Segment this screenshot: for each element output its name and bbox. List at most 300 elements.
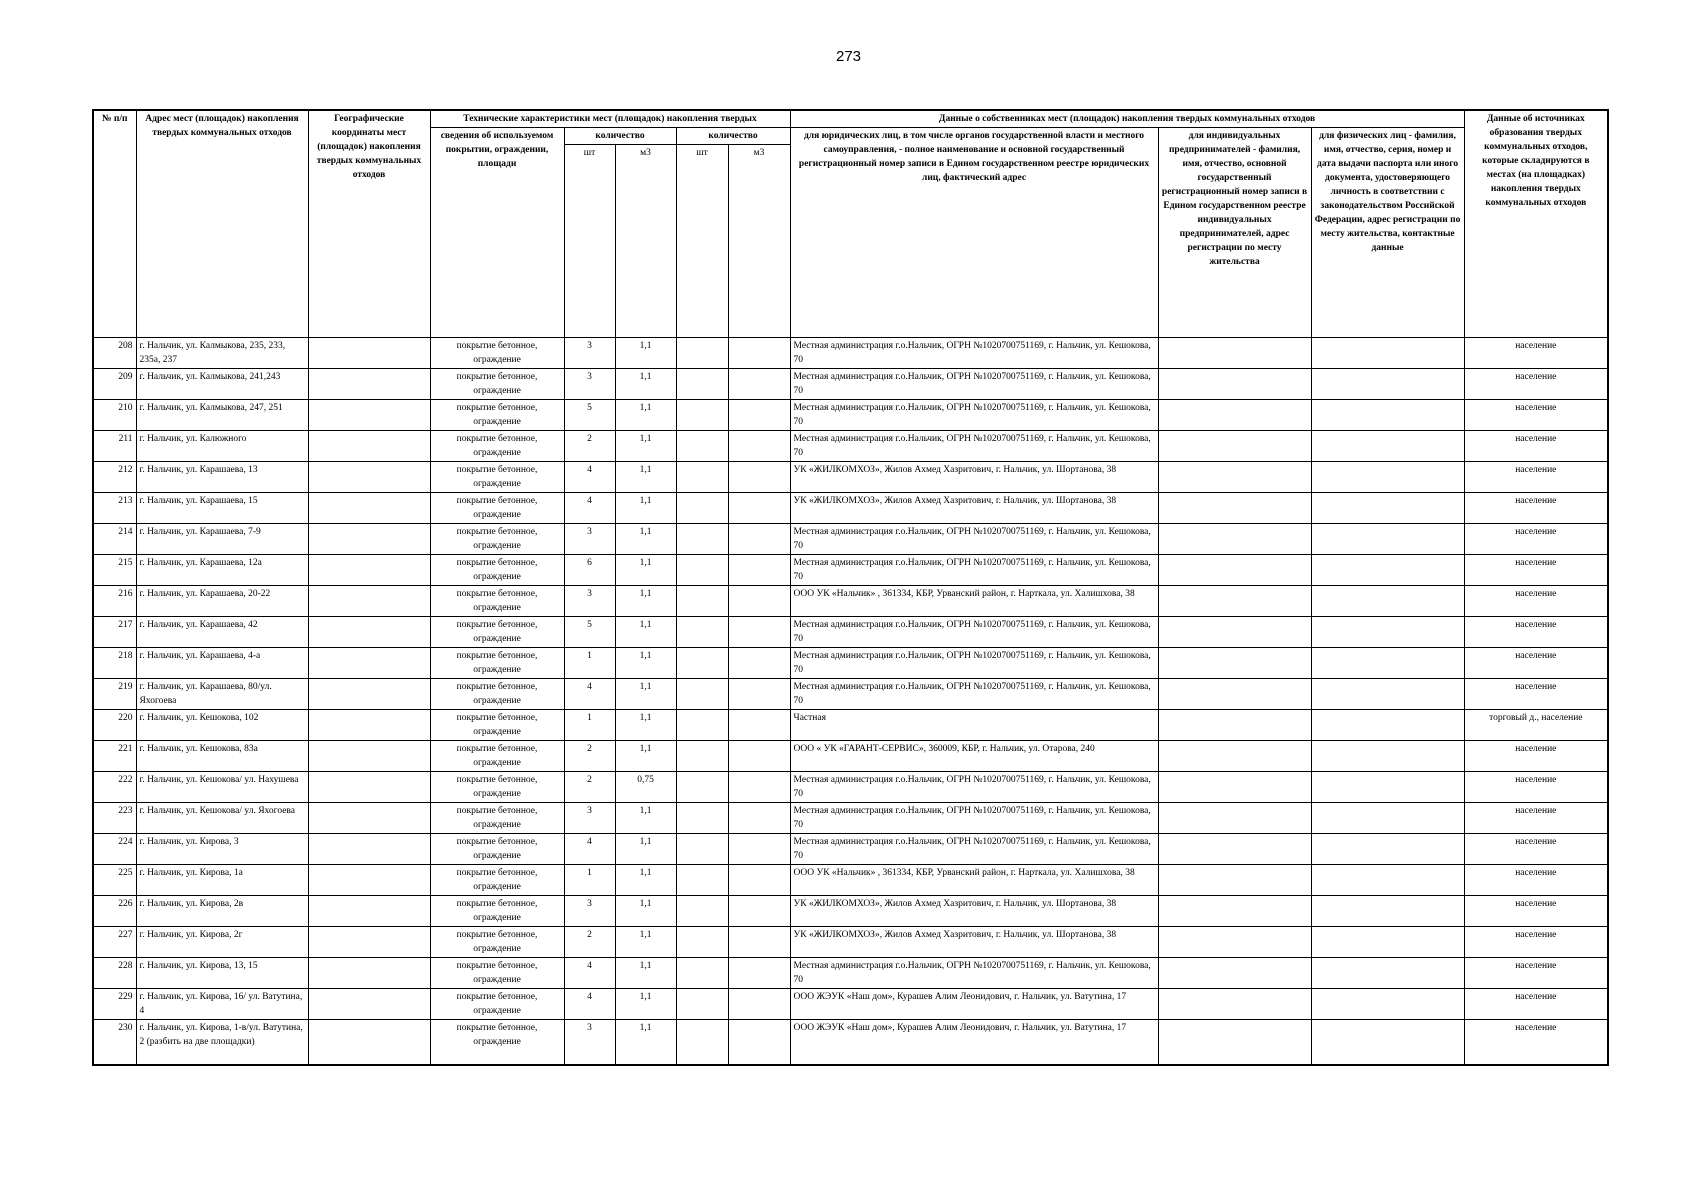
row-planned-sht xyxy=(676,400,728,431)
row-owner-physical xyxy=(1311,524,1464,555)
row-planned-m3 xyxy=(728,927,790,958)
row-cover: покрытие бетонное, ограждение xyxy=(430,772,564,803)
row-planned-sht xyxy=(676,896,728,927)
row-owner-ip xyxy=(1158,524,1311,555)
row-number: 226 xyxy=(93,896,136,927)
row-count-sht: 2 xyxy=(564,431,615,462)
row-count-sht: 1 xyxy=(564,710,615,741)
row-address: г. Нальчик, ул. Карашаева, 12а xyxy=(136,555,308,586)
row-cover: покрытие бетонное, ограждение xyxy=(430,989,564,1020)
row-owner-physical xyxy=(1311,710,1464,741)
row-address: г. Нальчик, ул. Кирова, 2в xyxy=(136,896,308,927)
row-source: население xyxy=(1464,524,1608,555)
table-row xyxy=(93,524,1608,555)
row-cover: покрытие бетонное, ограждение xyxy=(430,803,564,834)
row-address: г. Нальчик, ул. Кирова, 1-в/ул. Ватутина, 2 (разбить на две площадки) xyxy=(136,1020,308,1066)
row-cover: покрытие бетонное, ограждение xyxy=(430,493,564,524)
row-number: 222 xyxy=(93,772,136,803)
row-address: г. Нальчик, ул. Кешокова, 102 xyxy=(136,710,308,741)
row-count-m3: 1,1 xyxy=(615,524,676,555)
row-owner-legal: Местная администрация г.о.Нальчик, ОГРН №1020700751169, г. Нальчик, ул. Кешокова, 70 xyxy=(790,803,1158,834)
row-count-sht: 4 xyxy=(564,989,615,1020)
row-cover: покрытие бетонное, ограждение xyxy=(430,896,564,927)
row-owner-ip xyxy=(1158,679,1311,710)
table-row xyxy=(93,679,1608,710)
row-coords xyxy=(308,927,430,958)
row-coords xyxy=(308,865,430,896)
row-source: население xyxy=(1464,555,1608,586)
row-owner-ip xyxy=(1158,338,1311,369)
row-count-m3: 1,1 xyxy=(615,958,676,989)
table-row xyxy=(93,462,1608,493)
row-owner-physical xyxy=(1311,803,1464,834)
row-owner-ip xyxy=(1158,369,1311,400)
row-coords xyxy=(308,803,430,834)
row-planned-m3 xyxy=(728,617,790,648)
table-row xyxy=(93,865,1608,896)
row-cover: покрытие бетонное, ограждение xyxy=(430,369,564,400)
row-count-m3: 1,1 xyxy=(615,648,676,679)
table-row xyxy=(93,989,1608,1020)
row-owner-physical xyxy=(1311,679,1464,710)
row-owner-physical xyxy=(1311,989,1464,1020)
header-m3-placed: м3 xyxy=(615,145,676,338)
row-owner-legal: ООО « УК «ГАРАНТ-СЕРВИС», 360009, КБР, г. Нальчик, ул. Отарова, 240 xyxy=(790,741,1158,772)
row-count-m3: 1,1 xyxy=(615,927,676,958)
row-number: 213 xyxy=(93,493,136,524)
row-owner-ip xyxy=(1158,1020,1311,1066)
row-owner-legal: ООО ЖЭУК «Наш дом», Курашев Алим Леонидович, г. Нальчик, ул. Ватутина, 17 xyxy=(790,1020,1158,1066)
row-number: 212 xyxy=(93,462,136,493)
row-number: 211 xyxy=(93,431,136,462)
row-cover: покрытие бетонное, ограждение xyxy=(430,431,564,462)
row-source: население xyxy=(1464,338,1608,369)
header-sht-placed: шт xyxy=(564,145,615,338)
row-count-sht: 2 xyxy=(564,927,615,958)
row-number: 219 xyxy=(93,679,136,710)
row-count-m3: 1,1 xyxy=(615,586,676,617)
row-owner-physical xyxy=(1311,834,1464,865)
row-count-sht: 1 xyxy=(564,865,615,896)
row-address: г. Нальчик, ул. Калмыкова, 241,243 xyxy=(136,369,308,400)
row-coords xyxy=(308,369,430,400)
row-source: население xyxy=(1464,927,1608,958)
header-cover: сведения об используемом покрытии, ограждении, площади xyxy=(430,128,564,338)
row-source: население xyxy=(1464,958,1608,989)
row-source: население xyxy=(1464,431,1608,462)
row-number: 218 xyxy=(93,648,136,679)
row-count-sht: 2 xyxy=(564,741,615,772)
row-address: г. Нальчик, ул. Карашаева, 7-9 xyxy=(136,524,308,555)
row-source: население xyxy=(1464,1020,1608,1066)
row-planned-sht xyxy=(676,741,728,772)
row-address: г. Нальчик, ул. Карашаева, 80/ул. Яхогоева xyxy=(136,679,308,710)
row-owner-physical xyxy=(1311,896,1464,927)
row-planned-m3 xyxy=(728,493,790,524)
row-planned-m3 xyxy=(728,679,790,710)
row-coords xyxy=(308,710,430,741)
row-count-sht: 3 xyxy=(564,338,615,369)
row-owner-legal: Местная администрация г.о.Нальчик, ОГРН №1020700751169, г. Нальчик, ул. Кешокова, 70 xyxy=(790,555,1158,586)
row-owner-physical xyxy=(1311,555,1464,586)
table-row xyxy=(93,338,1608,369)
row-number: 209 xyxy=(93,369,136,400)
header-owners-group: Данные о собственниках мест (площадок) накопления твердых коммунальных отходов xyxy=(790,110,1464,128)
header-address: Адрес мест (площадок) накопления твердых коммунальных отходов xyxy=(136,110,308,338)
row-owner-physical xyxy=(1311,741,1464,772)
row-cover: покрытие бетонное, ограждение xyxy=(430,927,564,958)
row-planned-m3 xyxy=(728,741,790,772)
row-owner-physical xyxy=(1311,431,1464,462)
row-address: г. Нальчик, ул. Кешокова/ ул. Нахушева xyxy=(136,772,308,803)
row-source: население xyxy=(1464,493,1608,524)
row-source: население xyxy=(1464,989,1608,1020)
header-coords: Географические координаты мест (площадок) накопления твердых коммунальных отходов xyxy=(308,110,430,338)
row-coords xyxy=(308,400,430,431)
row-planned-sht xyxy=(676,555,728,586)
header-sht-planned: шт xyxy=(676,145,728,338)
row-planned-sht xyxy=(676,834,728,865)
row-count-sht: 3 xyxy=(564,369,615,400)
row-owner-legal: Местная администрация г.о.Нальчик, ОГРН №1020700751169, г. Нальчик, ул. Кешокова, 70 xyxy=(790,400,1158,431)
row-owner-legal: ООО УК «Нальчик» , 361334, КБР, Урванский район, г. Нарткала, ул. Халишхова, 38 xyxy=(790,586,1158,617)
row-planned-m3 xyxy=(728,524,790,555)
row-number: 225 xyxy=(93,865,136,896)
row-owner-legal: ООО УК «Нальчик» , 361334, КБР, Урванский район, г. Нарткала, ул. Халишхова, 38 xyxy=(790,865,1158,896)
row-owner-legal: УК «ЖИЛКОМХОЗ», Жилов Ахмед Хазритович, г. Нальчик, ул. Шортанова, 38 xyxy=(790,462,1158,493)
row-owner-ip xyxy=(1158,555,1311,586)
row-planned-sht xyxy=(676,431,728,462)
row-count-sht: 3 xyxy=(564,1020,615,1066)
row-count-sht: 4 xyxy=(564,679,615,710)
header-sources: Данные об источниках образования твердых коммунальных отходов, которые складируются в местах (на площадках) накопления твердых коммунальных отходов xyxy=(1464,110,1608,338)
row-number: 230 xyxy=(93,1020,136,1066)
row-planned-m3 xyxy=(728,462,790,493)
row-count-m3: 1,1 xyxy=(615,369,676,400)
row-cover: покрытие бетонное, ограждение xyxy=(430,648,564,679)
row-number: 221 xyxy=(93,741,136,772)
row-count-m3: 1,1 xyxy=(615,1020,676,1066)
row-planned-m3 xyxy=(728,431,790,462)
row-planned-m3 xyxy=(728,772,790,803)
row-source: население xyxy=(1464,772,1608,803)
row-count-m3: 1,1 xyxy=(615,834,676,865)
row-cover: покрытие бетонное, ограждение xyxy=(430,462,564,493)
row-owner-ip xyxy=(1158,586,1311,617)
row-planned-m3 xyxy=(728,1020,790,1066)
row-owner-physical xyxy=(1311,648,1464,679)
row-planned-sht xyxy=(676,462,728,493)
row-planned-m3 xyxy=(728,648,790,679)
row-source: население xyxy=(1464,741,1608,772)
table-row xyxy=(93,927,1608,958)
row-count-sht: 5 xyxy=(564,400,615,431)
row-cover: покрытие бетонное, ограждение xyxy=(430,400,564,431)
row-owner-physical xyxy=(1311,338,1464,369)
row-address: г. Нальчик, ул. Кешокова, 83а xyxy=(136,741,308,772)
row-number: 224 xyxy=(93,834,136,865)
row-owner-ip xyxy=(1158,493,1311,524)
table-row xyxy=(93,648,1608,679)
row-owner-physical xyxy=(1311,462,1464,493)
row-owner-physical xyxy=(1311,369,1464,400)
row-coords xyxy=(308,834,430,865)
row-planned-sht xyxy=(676,493,728,524)
row-owner-physical xyxy=(1311,493,1464,524)
row-owner-legal: Частная xyxy=(790,710,1158,741)
row-cover: покрытие бетонное, ограждение xyxy=(430,834,564,865)
row-count-sht: 2 xyxy=(564,772,615,803)
row-planned-m3 xyxy=(728,834,790,865)
row-owner-legal: Местная администрация г.о.Нальчик, ОГРН №1020700751169, г. Нальчик, ул. Кешокова, 70 xyxy=(790,431,1158,462)
row-planned-sht xyxy=(676,958,728,989)
row-number: 228 xyxy=(93,958,136,989)
row-number: 215 xyxy=(93,555,136,586)
row-count-sht: 5 xyxy=(564,617,615,648)
row-coords xyxy=(308,679,430,710)
row-planned-sht xyxy=(676,989,728,1020)
row-count-sht: 4 xyxy=(564,834,615,865)
row-planned-m3 xyxy=(728,586,790,617)
row-count-m3: 1,1 xyxy=(615,617,676,648)
row-owner-ip xyxy=(1158,772,1311,803)
row-cover: покрытие бетонное, ограждение xyxy=(430,586,564,617)
row-owner-legal: УК «ЖИЛКОМХОЗ», Жилов Ахмед Хазритович, г. Нальчик, ул. Шортанова, 38 xyxy=(790,896,1158,927)
row-coords xyxy=(308,555,430,586)
table-row xyxy=(93,834,1608,865)
row-owner-legal: Местная администрация г.о.Нальчик, ОГРН №1020700751169, г. Нальчик, ул. Кешокова, 70 xyxy=(790,369,1158,400)
row-source: население xyxy=(1464,803,1608,834)
row-owner-physical xyxy=(1311,958,1464,989)
row-count-m3: 1,1 xyxy=(615,896,676,927)
row-owner-ip xyxy=(1158,400,1311,431)
row-planned-m3 xyxy=(728,369,790,400)
row-address: г. Нальчик, ул. Калмыкова, 247, 251 xyxy=(136,400,308,431)
row-cover: покрытие бетонное, ограждение xyxy=(430,679,564,710)
row-planned-sht xyxy=(676,586,728,617)
row-source: население xyxy=(1464,369,1608,400)
row-address: г. Нальчик, ул. Кирова, 13, 15 xyxy=(136,958,308,989)
row-owner-physical xyxy=(1311,617,1464,648)
row-coords xyxy=(308,617,430,648)
row-owner-ip xyxy=(1158,927,1311,958)
row-count-m3: 1,1 xyxy=(615,338,676,369)
row-coords xyxy=(308,989,430,1020)
row-owner-legal: Местная администрация г.о.Нальчик, ОГРН №1020700751169, г. Нальчик, ул. Кешокова, 70 xyxy=(790,338,1158,369)
row-cover: покрытие бетонное, ограждение xyxy=(430,338,564,369)
row-owner-ip xyxy=(1158,803,1311,834)
table-row xyxy=(93,586,1608,617)
row-address: г. Нальчик, ул. Карашаева, 42 xyxy=(136,617,308,648)
row-coords xyxy=(308,741,430,772)
row-count-m3: 1,1 xyxy=(615,493,676,524)
row-owner-ip xyxy=(1158,431,1311,462)
row-cover: покрытие бетонное, ограждение xyxy=(430,865,564,896)
row-source: торговый д., население xyxy=(1464,710,1608,741)
table-row xyxy=(93,803,1608,834)
header-count-placed: количество xyxy=(564,128,676,145)
row-address: г. Нальчик, ул. Кирова, 1а xyxy=(136,865,308,896)
row-planned-sht xyxy=(676,927,728,958)
row-planned-sht xyxy=(676,617,728,648)
row-cover: покрытие бетонное, ограждение xyxy=(430,524,564,555)
row-planned-sht xyxy=(676,803,728,834)
row-owner-ip xyxy=(1158,648,1311,679)
row-owner-legal: Местная администрация г.о.Нальчик, ОГРН №1020700751169, г. Нальчик, ул. Кешокова, 70 xyxy=(790,772,1158,803)
row-count-m3: 1,1 xyxy=(615,865,676,896)
row-owner-legal: Местная администрация г.о.Нальчик, ОГРН №1020700751169, г. Нальчик, ул. Кешокова, 70 xyxy=(790,679,1158,710)
row-source: население xyxy=(1464,679,1608,710)
row-address: г. Нальчик, ул. Кирова, 3 xyxy=(136,834,308,865)
row-count-m3: 1,1 xyxy=(615,803,676,834)
header-m3-planned: м3 xyxy=(728,145,790,338)
row-address: г. Нальчик, ул. Кирова, 2г xyxy=(136,927,308,958)
row-count-m3: 1,1 xyxy=(615,462,676,493)
row-address: г. Нальчик, ул. Карашаева, 4-а xyxy=(136,648,308,679)
row-cover: покрытие бетонное, ограждение xyxy=(430,555,564,586)
row-count-m3: 1,1 xyxy=(615,989,676,1020)
page-number: 273 xyxy=(835,48,862,65)
row-count-m3: 1,1 xyxy=(615,555,676,586)
row-planned-m3 xyxy=(728,710,790,741)
row-planned-m3 xyxy=(728,555,790,586)
row-number: 227 xyxy=(93,927,136,958)
row-owner-ip xyxy=(1158,896,1311,927)
row-coords xyxy=(308,772,430,803)
row-cover: покрытие бетонное, ограждение xyxy=(430,958,564,989)
row-owner-ip xyxy=(1158,958,1311,989)
row-number: 214 xyxy=(93,524,136,555)
row-count-m3: 1,1 xyxy=(615,679,676,710)
table-row xyxy=(93,555,1608,586)
table-row xyxy=(93,958,1608,989)
row-count-sht: 3 xyxy=(564,803,615,834)
row-address: г. Нальчик, ул. Калмыкова, 235, 233, 235а, 237 xyxy=(136,338,308,369)
row-owner-legal: Местная администрация г.о.Нальчик, ОГРН №1020700751169, г. Нальчик, ул. Кешокова, 70 xyxy=(790,648,1158,679)
header-tech-group: Технические характеристики мест (площадок) накопления твердых xyxy=(430,110,790,128)
row-planned-m3 xyxy=(728,896,790,927)
header-num: № п/п xyxy=(93,110,136,338)
row-coords xyxy=(308,586,430,617)
row-coords xyxy=(308,431,430,462)
row-planned-m3 xyxy=(728,865,790,896)
row-source: население xyxy=(1464,648,1608,679)
table-row xyxy=(93,741,1608,772)
row-planned-m3 xyxy=(728,400,790,431)
row-address: г. Нальчик, ул. Карашаева, 20-22 xyxy=(136,586,308,617)
table-row xyxy=(93,896,1608,927)
row-address: г. Нальчик, ул. Кирова, 16/ ул. Ватутина, 4 xyxy=(136,989,308,1020)
row-planned-m3 xyxy=(728,958,790,989)
row-source: население xyxy=(1464,617,1608,648)
row-owner-physical xyxy=(1311,865,1464,896)
row-cover: покрытие бетонное, ограждение xyxy=(430,617,564,648)
row-owner-legal: Местная администрация г.о.Нальчик, ОГРН №1020700751169, г. Нальчик, ул. Кешокова, 70 xyxy=(790,834,1158,865)
row-count-m3: 1,1 xyxy=(615,431,676,462)
header-physical: для физических лиц - фамилия, имя, отчество, серия, номер и дата выдачи паспорта или иного документа, удостоверяющего личность в соответствии с законодательством Российской Федерации, адрес регистрации по месту жительства, контактные данные xyxy=(1311,128,1464,338)
row-owner-physical xyxy=(1311,400,1464,431)
header-ip: для индивидуальных предпринимателей - фамилия, имя, отчество, основной государственный регистрационный номер записи в Едином государственном реестре индивидуальных предпринимателей, адрес регистрации по месту жительства xyxy=(1158,128,1311,338)
row-coords xyxy=(308,338,430,369)
row-count-sht: 3 xyxy=(564,524,615,555)
row-owner-physical xyxy=(1311,772,1464,803)
row-coords xyxy=(308,896,430,927)
row-number: 217 xyxy=(93,617,136,648)
row-source: население xyxy=(1464,462,1608,493)
row-source: население xyxy=(1464,834,1608,865)
table-row xyxy=(93,431,1608,462)
row-cover: покрытие бетонное, ограждение xyxy=(430,710,564,741)
row-owner-legal: Местная администрация г.о.Нальчик, ОГРН №1020700751169, г. Нальчик, ул. Кешокова, 70 xyxy=(790,524,1158,555)
row-owner-legal: Местная администрация г.о.Нальчик, ОГРН №1020700751169, г. Нальчик, ул. Кешокова, 70 xyxy=(790,958,1158,989)
row-count-m3: 1,1 xyxy=(615,710,676,741)
row-planned-sht xyxy=(676,1020,728,1066)
row-planned-sht xyxy=(676,338,728,369)
row-source: население xyxy=(1464,586,1608,617)
row-coords xyxy=(308,524,430,555)
row-planned-sht xyxy=(676,524,728,555)
row-address: г. Нальчик, ул. Карашаева, 15 xyxy=(136,493,308,524)
row-owner-physical xyxy=(1311,586,1464,617)
row-owner-ip xyxy=(1158,865,1311,896)
row-owner-legal: Местная администрация г.о.Нальчик, ОГРН №1020700751169, г. Нальчик, ул. Кешокова, 70 xyxy=(790,617,1158,648)
row-source: население xyxy=(1464,400,1608,431)
row-number: 223 xyxy=(93,803,136,834)
header-count-planned: количество xyxy=(676,128,790,145)
row-owner-legal: ООО ЖЭУК «Наш дом», Курашев Алим Леонидович, г. Нальчик, ул. Ватутина, 17 xyxy=(790,989,1158,1020)
row-count-sht: 3 xyxy=(564,586,615,617)
row-count-sht: 1 xyxy=(564,648,615,679)
row-planned-sht xyxy=(676,369,728,400)
row-address: г. Нальчик, ул. Карашаева, 13 xyxy=(136,462,308,493)
row-planned-sht xyxy=(676,772,728,803)
row-owner-legal: УК «ЖИЛКОМХОЗ», Жилов Ахмед Хазритович, г. Нальчик, ул. Шортанова, 38 xyxy=(790,493,1158,524)
row-planned-m3 xyxy=(728,803,790,834)
row-source: население xyxy=(1464,896,1608,927)
table-row xyxy=(93,369,1608,400)
table-row xyxy=(93,772,1608,803)
row-number: 229 xyxy=(93,989,136,1020)
row-number: 210 xyxy=(93,400,136,431)
row-count-m3: 1,1 xyxy=(615,400,676,431)
table-row xyxy=(93,493,1608,524)
row-count-sht: 3 xyxy=(564,896,615,927)
row-number: 208 xyxy=(93,338,136,369)
row-count-m3: 1,1 xyxy=(615,741,676,772)
row-owner-ip xyxy=(1158,834,1311,865)
row-count-sht: 6 xyxy=(564,555,615,586)
row-planned-m3 xyxy=(728,338,790,369)
row-coords xyxy=(308,648,430,679)
row-owner-ip xyxy=(1158,462,1311,493)
row-cover: покрытие бетонное, ограждение xyxy=(430,1020,564,1066)
row-count-m3: 0,75 xyxy=(615,772,676,803)
row-number: 216 xyxy=(93,586,136,617)
row-owner-ip xyxy=(1158,989,1311,1020)
row-owner-ip xyxy=(1158,617,1311,648)
row-owner-physical xyxy=(1311,927,1464,958)
row-coords xyxy=(308,462,430,493)
row-planned-sht xyxy=(676,865,728,896)
row-address: г. Нальчик, ул. Кешокова/ ул. Яхогоева xyxy=(136,803,308,834)
header-legal: для юридических лиц, в том числе органов государственной власти и местного самоуправления, - полное наименование и основной государственный регистрационный номер записи в Едином государственном реестре юридических лиц, фактический адрес xyxy=(790,128,1158,338)
row-owner-physical xyxy=(1311,1020,1464,1066)
table-row xyxy=(93,400,1608,431)
row-planned-m3 xyxy=(728,989,790,1020)
table-row xyxy=(93,617,1608,648)
row-coords xyxy=(308,1020,430,1066)
row-cover: покрытие бетонное, ограждение xyxy=(430,741,564,772)
